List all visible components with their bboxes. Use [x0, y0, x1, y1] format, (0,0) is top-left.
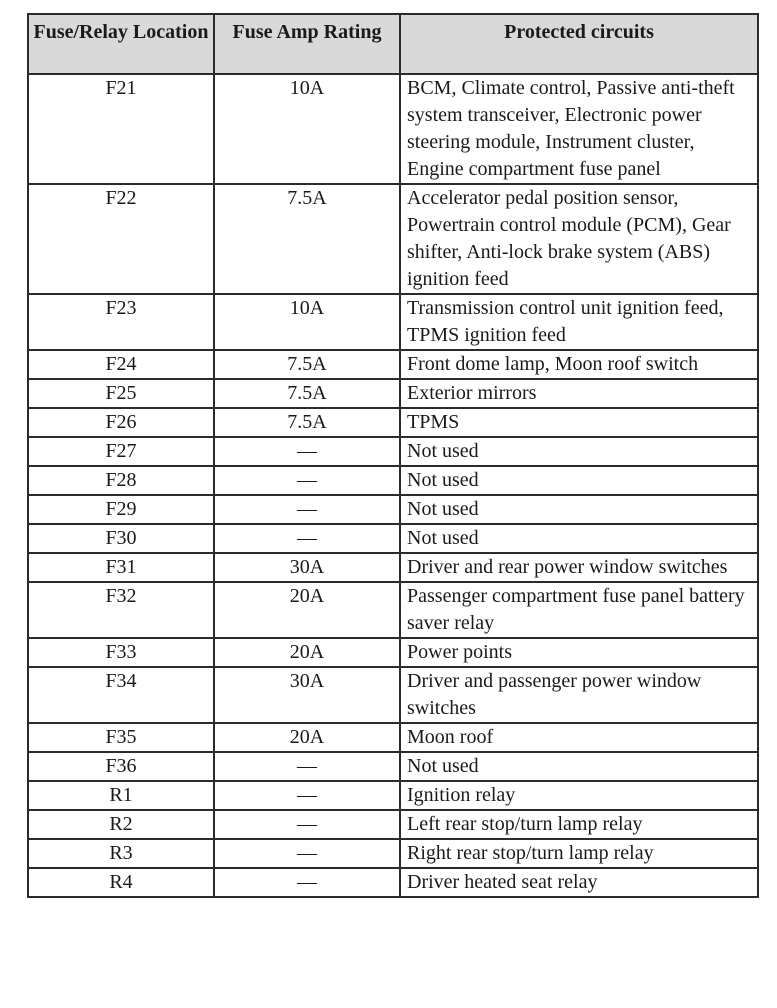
cell-rating: — [214, 839, 400, 868]
table-row [28, 437, 758, 466]
cell-rating: 10A [214, 294, 400, 350]
table-row [28, 752, 758, 781]
cell-circuits: Power points [400, 638, 758, 667]
fuse-table [27, 13, 759, 898]
cell-circuits: Front dome lamp, Moon roof switch [400, 350, 758, 379]
cell-rating: 30A [214, 667, 400, 723]
cell-location: F29 [28, 495, 214, 524]
cell-rating: — [214, 437, 400, 466]
cell-circuits: Transmission control unit ignition feed, TPMS ignition feed [400, 294, 758, 350]
table-row [28, 781, 758, 810]
header-rating: Fuse Amp Rating [214, 14, 400, 74]
cell-rating: — [214, 868, 400, 897]
cell-location: R4 [28, 868, 214, 897]
cell-rating: — [214, 810, 400, 839]
cell-circuits: BCM, Climate control, Passive anti-theft system transceiver, Electronic power steering module, Instrument cluster, Engine compartment fuse panel [400, 74, 758, 184]
cell-circuits: Not used [400, 752, 758, 781]
cell-rating: 20A [214, 638, 400, 667]
header-row [28, 14, 758, 74]
table-row [28, 408, 758, 437]
cell-rating: 10A [214, 74, 400, 184]
cell-rating: — [214, 781, 400, 810]
cell-circuits: Driver and rear power window switches [400, 553, 758, 582]
cell-rating: 20A [214, 582, 400, 638]
table-row [28, 638, 758, 667]
cell-circuits: Moon roof [400, 723, 758, 752]
table-row [28, 582, 758, 638]
cell-circuits: Driver heated seat relay [400, 868, 758, 897]
table-row [28, 184, 758, 294]
cell-location: R1 [28, 781, 214, 810]
cell-location: F26 [28, 408, 214, 437]
cell-circuits: Left rear stop/turn lamp relay [400, 810, 758, 839]
table-row [28, 294, 758, 350]
table-row [28, 667, 758, 723]
cell-rating: — [214, 495, 400, 524]
table-row [28, 74, 758, 184]
table-row [28, 524, 758, 553]
header-location: Fuse/Relay Location [28, 14, 214, 74]
cell-location: F23 [28, 294, 214, 350]
table-row [28, 553, 758, 582]
table-row [28, 723, 758, 752]
cell-location: F27 [28, 437, 214, 466]
cell-rating: 7.5A [214, 408, 400, 437]
table-body [28, 74, 758, 897]
cell-location: F25 [28, 379, 214, 408]
cell-rating: — [214, 466, 400, 495]
cell-rating: 7.5A [214, 184, 400, 294]
table-header [28, 14, 758, 74]
table-row [28, 495, 758, 524]
cell-circuits: Not used [400, 437, 758, 466]
cell-rating: 7.5A [214, 379, 400, 408]
cell-location: F21 [28, 74, 214, 184]
cell-rating: 7.5A [214, 350, 400, 379]
cell-location: R3 [28, 839, 214, 868]
cell-circuits: TPMS [400, 408, 758, 437]
cell-location: F24 [28, 350, 214, 379]
table-row [28, 810, 758, 839]
cell-rating: 20A [214, 723, 400, 752]
cell-circuits: Passenger compartment fuse panel battery saver relay [400, 582, 758, 638]
cell-circuits: Not used [400, 495, 758, 524]
cell-location: F35 [28, 723, 214, 752]
cell-location: F22 [28, 184, 214, 294]
cell-circuits: Accelerator pedal position sensor, Powertrain control module (PCM), Gear shifter, Anti-lock brake system (ABS) ignition feed [400, 184, 758, 294]
cell-location: F30 [28, 524, 214, 553]
cell-rating: — [214, 524, 400, 553]
cell-location: F34 [28, 667, 214, 723]
cell-location: F31 [28, 553, 214, 582]
cell-circuits: Ignition relay [400, 781, 758, 810]
header-circuits: Protected circuits [400, 14, 758, 74]
cell-location: F33 [28, 638, 214, 667]
cell-rating: — [214, 752, 400, 781]
cell-circuits: Not used [400, 524, 758, 553]
cell-location: F28 [28, 466, 214, 495]
cell-location: F32 [28, 582, 214, 638]
table-row [28, 839, 758, 868]
cell-rating: 30A [214, 553, 400, 582]
cell-location: F36 [28, 752, 214, 781]
table-row [28, 379, 758, 408]
cell-circuits: Driver and passenger power window switches [400, 667, 758, 723]
cell-location: R2 [28, 810, 214, 839]
table-row [28, 868, 758, 897]
cell-circuits: Not used [400, 466, 758, 495]
cell-circuits: Exterior mirrors [400, 379, 758, 408]
table-row [28, 350, 758, 379]
cell-circuits: Right rear stop/turn lamp relay [400, 839, 758, 868]
table-row [28, 466, 758, 495]
